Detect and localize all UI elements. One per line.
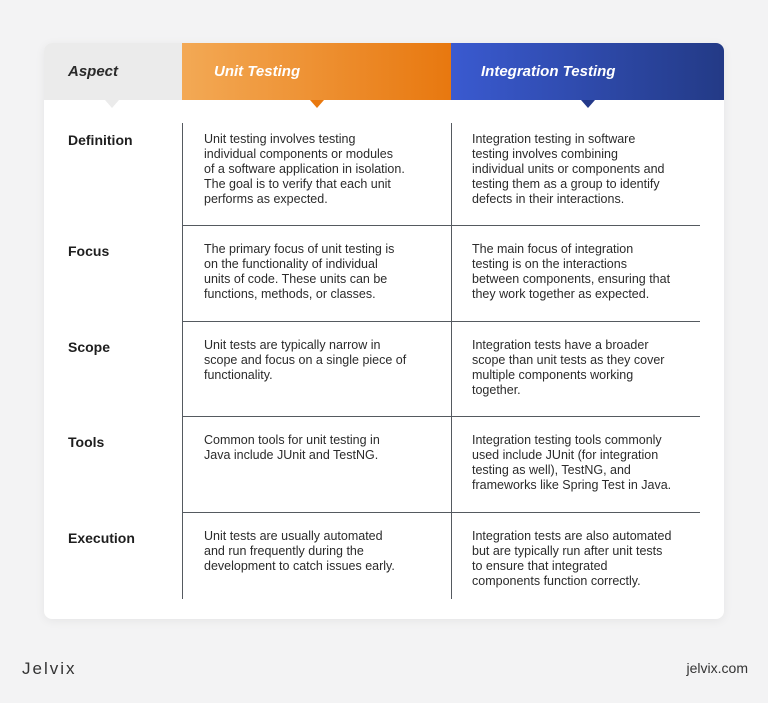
text-line: Integration tests are also automated [472, 529, 672, 543]
text-line: but are typically run after unit tests [472, 544, 663, 558]
cell-unit-execution [204, 529, 436, 574]
text-line: of a software application in isolation. [204, 162, 405, 176]
row-divider [182, 225, 700, 226]
row-aspect-scope: Scope [68, 339, 111, 355]
text-line: components function correctly. [472, 574, 641, 588]
text-line: multiple components working [472, 368, 634, 382]
cell-unit-scope [204, 338, 436, 383]
text-line: The primary focus of unit testing is [204, 242, 395, 256]
text-line: testing as well), TestNG, and [472, 463, 631, 477]
footer-url: jelvix.com [686, 660, 748, 676]
row-aspect-tools: Tools [68, 434, 105, 450]
text-line: testing them as a group to identify [472, 177, 660, 191]
text-line: performs as expected. [204, 192, 328, 206]
text-line: together. [472, 383, 521, 397]
text-line: between components, ensuring that [472, 272, 671, 286]
header-aspect-label: Aspect [68, 63, 119, 80]
text-line: scope than unit tests as they cover [472, 353, 665, 367]
text-line: Integration testing in software [472, 132, 636, 146]
cell-unit-focus [204, 242, 436, 302]
text-line: frameworks like Spring Test in Java. [472, 478, 672, 492]
text-line: Integration tests have a broader [472, 338, 649, 352]
comparison-table [44, 43, 724, 619]
text-line: scope and focus on a single piece of [204, 353, 407, 367]
cell-unit-tools [204, 433, 436, 463]
header-integration-label: Integration Testing [481, 63, 616, 80]
header-integration-pointer [581, 100, 595, 108]
text-line: individual components or modules [204, 147, 393, 161]
text-line: The main focus of integration [472, 242, 634, 256]
text-line: Unit tests are typically narrow in [204, 338, 381, 352]
header-aspect [44, 43, 182, 100]
row-aspect-execution: Execution [68, 530, 135, 546]
column-divider [451, 123, 452, 599]
text-line: defects in their interactions. [472, 192, 625, 206]
jelvix-logo: Jelvix [22, 659, 77, 678]
text-line: Integration testing tools commonly [472, 433, 662, 447]
text-line: units of code. These units can be [204, 272, 388, 286]
text-line: individual units or components and [472, 162, 665, 176]
header-unit-testing [182, 43, 451, 100]
row-divider [182, 321, 700, 322]
text-line: development to catch issues early. [204, 559, 395, 573]
text-line: and run frequently during the [204, 544, 364, 558]
cell-unit-definition [204, 132, 436, 207]
text-line: to ensure that integrated [472, 559, 608, 573]
text-line: functionality. [204, 368, 273, 382]
cell-integration-scope [472, 338, 708, 398]
row-divider [182, 416, 700, 417]
cell-integration-definition [472, 132, 708, 207]
text-line: The goal is to verify that each unit [204, 177, 391, 191]
text-line: testing involves combining [472, 147, 618, 161]
header-unit-pointer [310, 100, 324, 108]
text-line: functions, methods, or classes. [204, 287, 376, 301]
row-aspect-definition: Definition [68, 132, 133, 148]
text-line: Unit tests are usually automated [204, 529, 383, 543]
text-line: used include JUnit (for integration [472, 448, 659, 462]
header-aspect-pointer [105, 100, 119, 108]
cell-integration-execution [472, 529, 708, 589]
text-line: they work together as expected. [472, 287, 650, 301]
row-aspect-focus: Focus [68, 243, 110, 259]
text-line: on the functionality of individual [204, 257, 378, 271]
header-integration-testing [451, 43, 724, 100]
row-divider [182, 512, 700, 513]
text-line: Unit testing involves testing [204, 132, 356, 146]
text-line: Common tools for unit testing in [204, 433, 380, 447]
cell-integration-tools [472, 433, 708, 493]
column-divider [182, 123, 183, 599]
header-unit-label: Unit Testing [214, 63, 301, 80]
text-line: testing is on the interactions [472, 257, 627, 271]
cell-integration-focus [472, 242, 708, 302]
text-line: Java include JUnit and TestNG. [204, 448, 379, 462]
